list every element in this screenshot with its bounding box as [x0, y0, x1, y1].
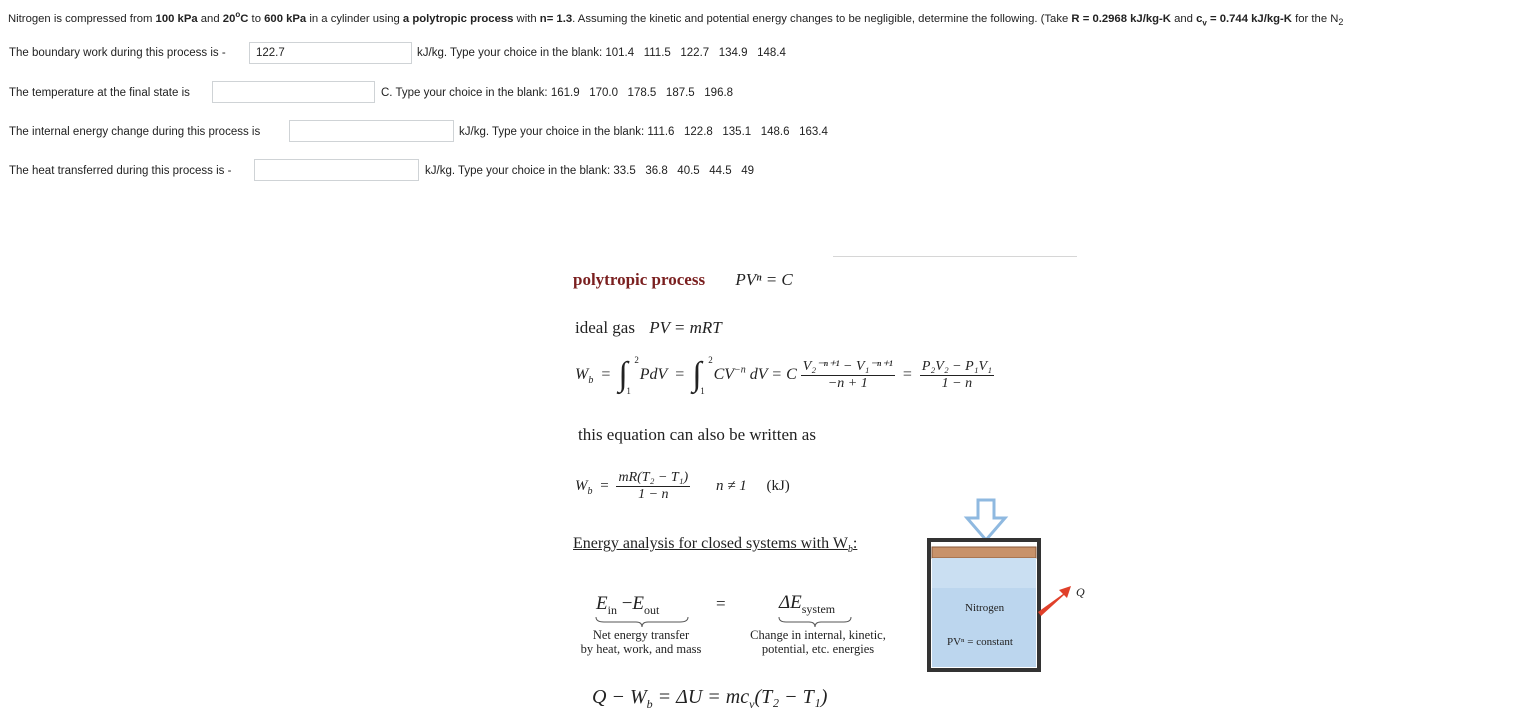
problem-bold: 100 kPa	[155, 12, 198, 25]
heat-arrow-icon	[1038, 586, 1071, 616]
problem-bold: C	[240, 12, 249, 25]
polytropic-equation: PVⁿ = C	[735, 270, 793, 289]
also-written-text: this equation can also be written as	[578, 425, 816, 444]
fraction-mrt: $\frac{\text{mR(T₂ − T₁)}}{1 - n}$	[618, 470, 689, 502]
heat-q-label: Q	[1076, 585, 1085, 599]
piston-cylinder-diagram	[925, 496, 1095, 676]
question-3-label: The internal energy change during this process is	[9, 126, 261, 138]
nitrogen-label: Nitrogen	[965, 602, 1005, 614]
net-energy-caption: Net energy transfer by heat, work, and mass	[580, 628, 702, 656]
ideal-gas-equation: PV = mRT	[649, 318, 722, 337]
problem-statement	[8, 10, 1343, 27]
underbrace-left	[594, 616, 690, 628]
problem-text: and	[1170, 12, 1197, 25]
question-1-suffix: kJ/kg. Type your choice in the blank: 101.4 111.5 122.7 134.9 148.4	[417, 47, 786, 59]
integrand-cv: $CV^{-n}$ dV = C	[713, 364, 797, 383]
question-1-label: The boundary work during this process is -	[9, 47, 226, 59]
fraction-pressure-volume: $\frac{\text{P₂V₂ − P₁V₁}}{1 - n}$	[921, 358, 992, 391]
problem-bold: 20	[222, 12, 236, 25]
boundary-work-equation: $W_b$ = ∫ 2 1 PdV = ∫ 2 1 $CV^{-n}$ dV = C $\frac{\text{V₂⁻ⁿ⁺¹ − V₁⁻ⁿ⁺¹}}{-n + 1}$ = $\frac{\text{P₂V₂ − P₁V₁}}{1 - n}$	[575, 355, 992, 396]
problem-bold: n= 1.3	[539, 12, 573, 25]
boundary-work-alt-equation: $W_b$ = $\frac{\text{mR(T₂ − T₁)}}{1 - n}$ n ≠ 1 (kJ)	[575, 470, 790, 502]
problem-text: for the N	[1291, 12, 1339, 25]
compression-arrow-icon	[967, 500, 1005, 540]
change-energy-caption: Change in internal, kinetic, potential, etc. energies	[750, 628, 886, 656]
energy-analysis-heading: Energy analysis for closed systems with $W_b$:	[573, 535, 858, 556]
notes-ideal-gas	[575, 318, 722, 338]
notes-polytropic	[573, 270, 793, 290]
integral-sign-2: ∫ 2 1	[692, 355, 713, 396]
question-4-suffix: kJ/kg. Type your choice in the blank: 33.5 36.8 40.5 44.5 49	[425, 165, 755, 177]
underbrace-right	[777, 616, 853, 628]
n2-sub: 2	[1338, 17, 1344, 28]
problem-text: with	[513, 12, 540, 25]
delta-e-system: $\Delta E_{system}$	[779, 592, 836, 616]
problem-text: and	[197, 12, 223, 25]
question-4-label: The heat transferred during this process is -	[9, 165, 232, 177]
ideal-gas-label: ideal gas	[575, 318, 635, 337]
polytropic-title: polytropic process	[573, 270, 706, 289]
answer-input-internal-energy[interactable]	[289, 120, 454, 142]
question-2-suffix: C. Type your choice in the blank: 161.9 170.0 178.5 187.5 196.8	[381, 87, 734, 99]
problem-text: in a cylinder using	[306, 12, 403, 25]
divider-line	[833, 256, 1077, 257]
degree-sup: o	[235, 10, 241, 19]
problem-bold: = 0.744 kJ/kg-K	[1206, 12, 1292, 25]
fraction-volume: $\frac{\text{V₂⁻ⁿ⁺¹ − V₁⁻ⁿ⁺¹}}{-n + 1}$	[802, 359, 893, 391]
integral-sign: ∫ 2 1	[618, 355, 639, 396]
pvn-constant-label: PVⁿ = constant	[947, 636, 1013, 648]
wb-symbol: $W_b$	[575, 365, 594, 386]
unit-kj: (kJ)	[766, 477, 790, 494]
n-condition: n ≠ 1	[715, 477, 747, 494]
final-energy-equation: $Q - W_b = \Delta U = mc_v(T_2 - T_1)$	[592, 686, 828, 711]
problem-text: . Assuming the kinetic and potential energy changes to be negligible, determine the following. (Take	[572, 12, 1072, 25]
problem-text: Nitrogen is compressed from	[8, 12, 156, 25]
problem-text: to	[248, 12, 265, 25]
problem-bold: 600 kPa	[264, 12, 307, 25]
problem-bold: c	[1196, 12, 1203, 25]
answer-input-final-temperature[interactable]	[212, 81, 375, 103]
question-2-label: The temperature at the final state is	[9, 87, 190, 99]
equals-sign: =	[716, 594, 726, 613]
integrand-pdv: PdV	[639, 365, 668, 383]
cv-sub: v	[1202, 18, 1207, 28]
answer-input-boundary-work[interactable]	[249, 42, 412, 64]
answer-input-heat-transferred[interactable]	[254, 159, 419, 181]
problem-bold: R = 0.2968 kJ/kg-K	[1071, 12, 1171, 25]
energy-balance: $E_{in} -E_{out}$	[596, 593, 660, 617]
problem-bold: a polytropic process	[402, 12, 514, 25]
question-3-suffix: kJ/kg. Type your choice in the blank: 111.6 122.8 135.1 148.6 163.4	[459, 126, 828, 138]
